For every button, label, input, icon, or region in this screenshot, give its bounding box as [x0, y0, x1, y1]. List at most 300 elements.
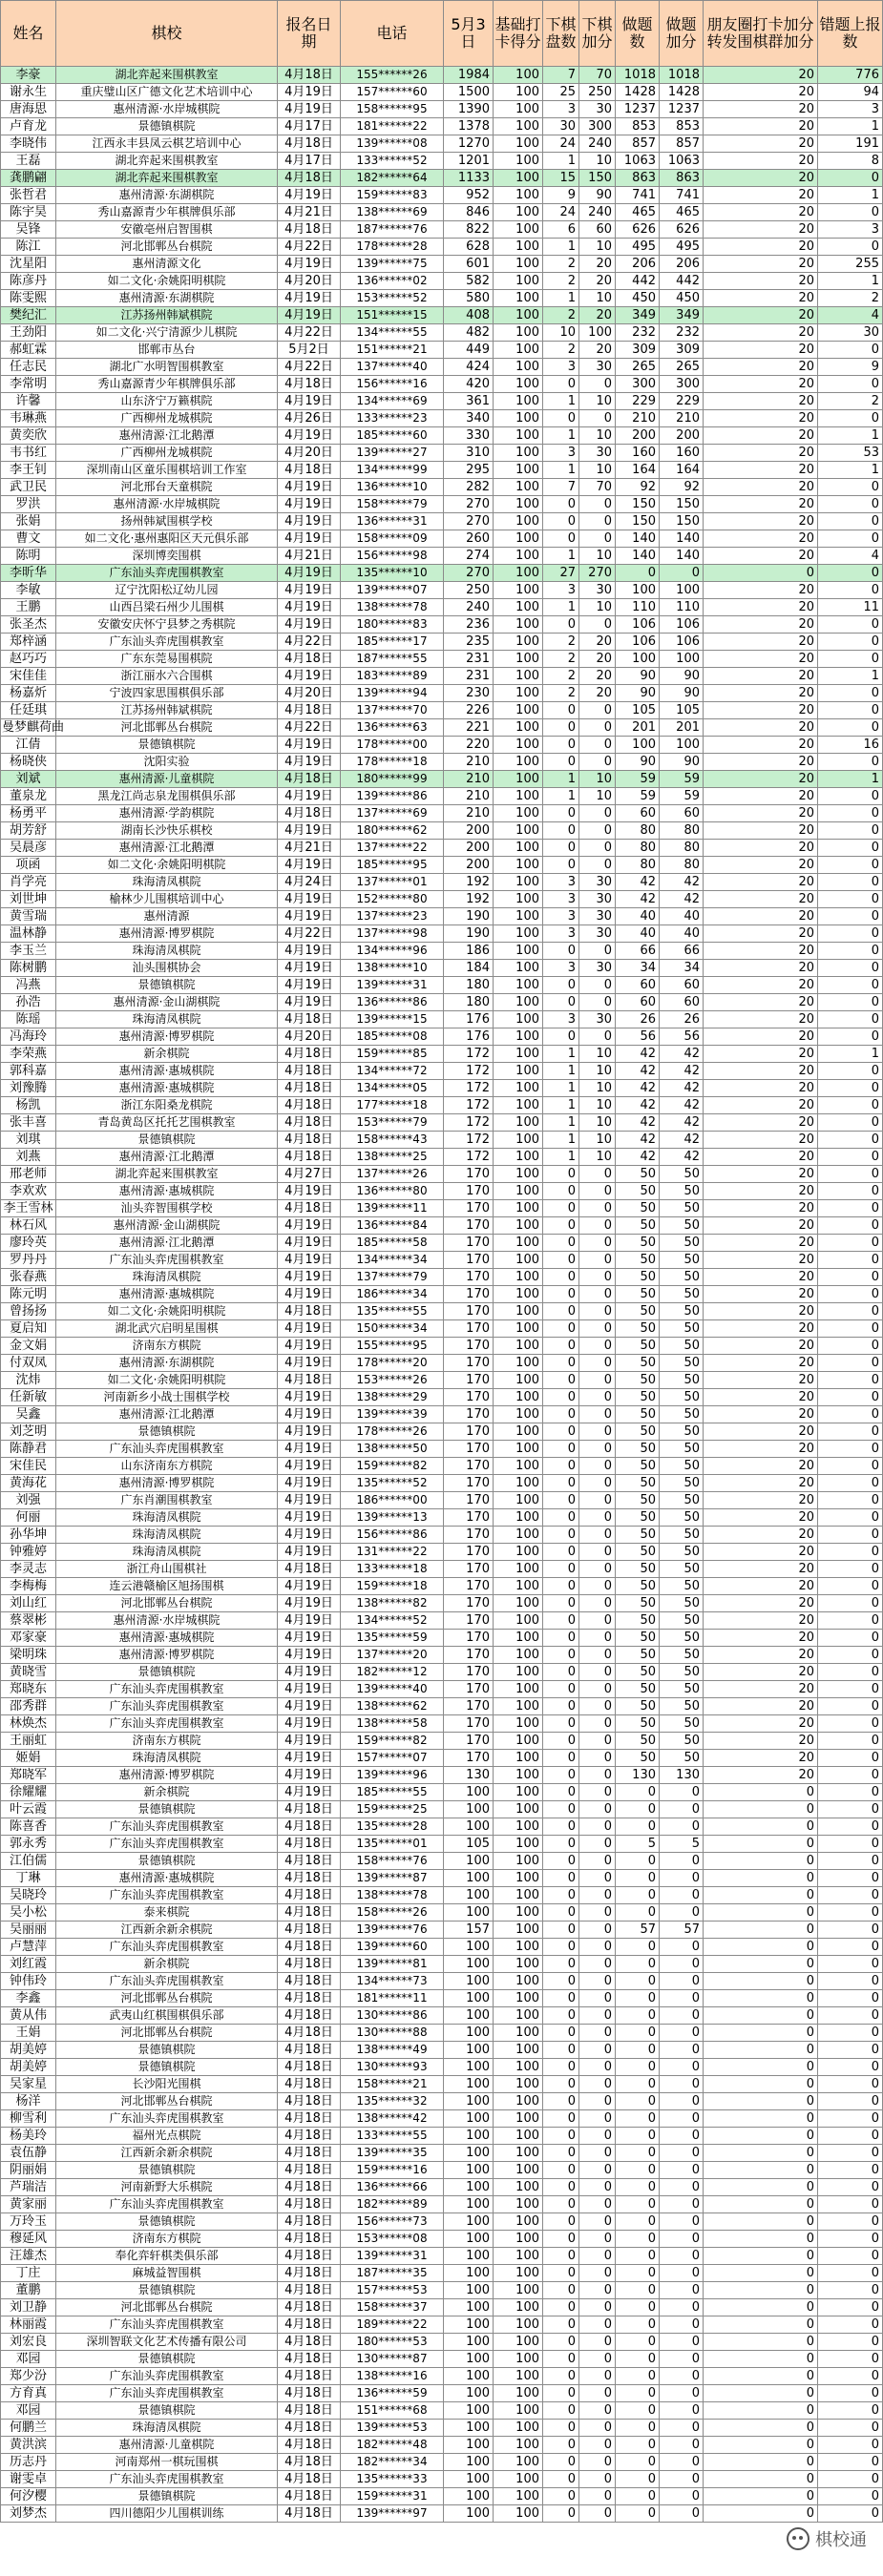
cell-problems-bonus: 0	[660, 1939, 704, 1956]
cell-error-reports: 0	[818, 1973, 883, 1990]
cell-problems-done: 0	[616, 1870, 660, 1887]
cell-problems-bonus: 92	[660, 479, 704, 496]
cell-school: 安徽亳州启智围棋	[56, 221, 278, 239]
cell-checkin-score: 100	[494, 1338, 543, 1355]
cell-signup-date: 4月17日	[278, 153, 341, 170]
cell-games-bonus: 20	[579, 685, 616, 702]
cell-games-bonus: 0	[579, 1612, 616, 1630]
cell-school: 河北邯郸丛台棋院	[56, 2093, 278, 2110]
cell-may3-total: 100	[444, 2385, 494, 2402]
cell-share-bonus: 20	[704, 1458, 818, 1475]
cell-name: 刘世坤	[1, 891, 56, 908]
cell-checkin-score: 100	[494, 1973, 543, 1990]
cell-signup-date: 4月18日	[278, 2007, 341, 2025]
cell-share-bonus: 20	[704, 668, 818, 685]
cell-problems-bonus: 200	[660, 427, 704, 445]
cell-may3-total: 200	[444, 822, 494, 840]
cell-may3-total: 200	[444, 857, 494, 874]
table-row	[1, 2299, 883, 2316]
cell-games-bonus: 0	[579, 2213, 616, 2231]
cell-games-played: 0	[543, 1904, 579, 1922]
cell-name: 穆延风	[1, 2231, 56, 2248]
cell-checkin-score: 100	[494, 1097, 543, 1114]
cell-problems-done: 465	[616, 204, 660, 221]
cell-name: 钟伟玲	[1, 1973, 56, 1990]
cell-checkin-score: 100	[494, 737, 543, 754]
cell-games-played: 10	[543, 324, 579, 342]
cell-problems-bonus: 50	[660, 1750, 704, 1767]
cell-games-played: 0	[543, 943, 579, 960]
table-row	[1, 2179, 883, 2196]
cell-checkin-score: 100	[494, 153, 543, 170]
cell-error-reports: 1	[818, 273, 883, 290]
cell-school: 广西柳州龙城棋院	[56, 410, 278, 427]
cell-school: 景德镇棋院	[56, 1801, 278, 1818]
cell-problems-done: 50	[616, 1338, 660, 1355]
cell-error-reports: 2	[818, 290, 883, 307]
cell-problems-bonus: 50	[660, 1441, 704, 1458]
table-row	[1, 1973, 883, 1990]
cell-name: 夏启知	[1, 1320, 56, 1338]
cell-school: 珠海清凤棋院	[56, 1750, 278, 1767]
cell-problems-bonus: 42	[660, 1080, 704, 1097]
cell-phone: 136******86	[341, 994, 444, 1011]
cell-signup-date: 4月19日	[278, 1355, 341, 1372]
cell-problems-done: 229	[616, 393, 660, 410]
cell-problems-done: 232	[616, 324, 660, 342]
cell-problems-done: 56	[616, 1028, 660, 1046]
cell-checkin-score: 100	[494, 651, 543, 668]
cell-problems-bonus: 1237	[660, 101, 704, 118]
cell-games-bonus: 0	[579, 1183, 616, 1200]
table-row	[1, 1183, 883, 1200]
cell-games-played: 0	[543, 2351, 579, 2368]
cell-name: 叶云霞	[1, 1801, 56, 1818]
cell-problems-bonus: 40	[660, 908, 704, 925]
cell-signup-date: 4月19日	[278, 1664, 341, 1681]
table-row	[1, 153, 883, 170]
cell-signup-date: 4月18日	[278, 1853, 341, 1870]
cell-share-bonus: 0	[704, 2196, 818, 2213]
cell-share-bonus: 20	[704, 170, 818, 187]
cell-phone: 139******40	[341, 1681, 444, 1698]
cell-phone: 139******13	[341, 1509, 444, 1527]
cell-error-reports: 0	[818, 2402, 883, 2420]
cell-share-bonus: 20	[704, 1389, 818, 1406]
cell-phone: 153******26	[341, 1372, 444, 1389]
cell-games-played: 0	[543, 2196, 579, 2213]
cell-name: 郑晓军	[1, 1767, 56, 1784]
cell-games-played: 0	[543, 1870, 579, 1887]
cell-games-bonus: 10	[579, 1114, 616, 1132]
cell-games-bonus: 0	[579, 2145, 616, 2162]
cell-phone: 135******59	[341, 1630, 444, 1647]
cell-error-reports: 1	[818, 771, 883, 788]
cell-games-played: 0	[543, 1767, 579, 1784]
table-row	[1, 410, 883, 427]
cell-phone: 131******22	[341, 1544, 444, 1561]
cell-share-bonus: 0	[704, 2248, 818, 2265]
cell-games-bonus: 0	[579, 1492, 616, 1509]
table-row	[1, 2437, 883, 2454]
cell-problems-done: 0	[616, 1990, 660, 2007]
table-row	[1, 170, 883, 187]
cell-signup-date: 4月18日	[278, 2488, 341, 2505]
cell-phone: 130******87	[341, 2351, 444, 2368]
table-row	[1, 1063, 883, 1080]
cell-school: 惠州清源·博罗棋院	[56, 1647, 278, 1664]
cell-problems-bonus: 50	[660, 1715, 704, 1733]
cell-problems-done: 50	[616, 1235, 660, 1252]
cell-games-bonus: 0	[579, 2471, 616, 2488]
cell-school: 武夷山红棋围棋俱乐部	[56, 2007, 278, 2025]
cell-error-reports: 0	[818, 2385, 883, 2402]
cell-share-bonus: 0	[704, 1990, 818, 2007]
cell-problems-bonus: 50	[660, 1217, 704, 1235]
cell-signup-date: 4月18日	[278, 135, 341, 153]
cell-share-bonus: 0	[704, 2213, 818, 2231]
cell-may3-total: 270	[444, 496, 494, 513]
cell-games-bonus: 0	[579, 1801, 616, 1818]
cell-games-played: 0	[543, 376, 579, 393]
cell-signup-date: 4月19日	[278, 668, 341, 685]
cell-problems-done: 0	[616, 2248, 660, 2265]
cell-signup-date: 4月19日	[278, 1389, 341, 1406]
cell-school: 泰来棋院	[56, 1904, 278, 1922]
cell-signup-date: 4月22日	[278, 239, 341, 256]
cell-games-bonus: 0	[579, 1853, 616, 1870]
cell-may3-total: 100	[444, 1939, 494, 1956]
cell-share-bonus: 20	[704, 1406, 818, 1423]
cell-share-bonus: 20	[704, 651, 818, 668]
cell-signup-date: 4月19日	[278, 616, 341, 634]
cell-problems-done: 1063	[616, 153, 660, 170]
cell-games-bonus: 0	[579, 2265, 616, 2282]
table-row	[1, 359, 883, 376]
cell-problems-bonus: 0	[660, 2248, 704, 2265]
cell-school: 广东汕头弈虎围棋教室	[56, 2385, 278, 2402]
cell-may3-total: 1500	[444, 84, 494, 101]
cell-games-bonus: 250	[579, 84, 616, 101]
cell-problems-done: 50	[616, 1750, 660, 1767]
cell-signup-date: 4月18日	[278, 1904, 341, 1922]
cell-share-bonus: 20	[704, 925, 818, 943]
cell-games-played: 3	[543, 960, 579, 977]
table-row	[1, 1612, 883, 1630]
table-row	[1, 2145, 883, 2162]
cell-games-bonus: 0	[579, 2110, 616, 2128]
cell-games-bonus: 0	[579, 2042, 616, 2059]
cell-share-bonus: 20	[704, 1767, 818, 1784]
cell-name: 张圣杰	[1, 616, 56, 634]
cell-games-played: 0	[543, 977, 579, 994]
cell-signup-date: 4月19日	[278, 1252, 341, 1269]
cell-name: 李王雪林	[1, 1200, 56, 1217]
cell-signup-date: 4月19日	[278, 1235, 341, 1252]
cell-share-bonus: 0	[704, 2488, 818, 2505]
cell-problems-done: 50	[616, 1509, 660, 1527]
cell-phone: 155******26	[341, 67, 444, 84]
table-row	[1, 891, 883, 908]
cell-problems-done: 50	[616, 1595, 660, 1612]
cell-problems-done: 50	[616, 1715, 660, 1733]
table-row	[1, 530, 883, 548]
cell-problems-bonus: 50	[660, 1235, 704, 1252]
cell-name: 陈明	[1, 548, 56, 565]
cell-checkin-score: 100	[494, 445, 543, 462]
cell-error-reports: 0	[818, 702, 883, 719]
table-row	[1, 1664, 883, 1681]
cell-error-reports: 1	[818, 187, 883, 204]
cell-problems-bonus: 1428	[660, 84, 704, 101]
table-row	[1, 445, 883, 462]
cell-error-reports: 0	[818, 513, 883, 530]
cell-problems-bonus: 229	[660, 393, 704, 410]
cell-phone: 138******78	[341, 1887, 444, 1904]
cell-school: 珠海清凤棋院	[56, 1509, 278, 1527]
cell-games-played: 3	[543, 925, 579, 943]
cell-games-bonus: 270	[579, 565, 616, 582]
table-row	[1, 290, 883, 307]
cell-share-bonus: 0	[704, 2145, 818, 2162]
cell-problems-done: 59	[616, 771, 660, 788]
cell-name: 曹文	[1, 530, 56, 548]
table-row	[1, 1956, 883, 1973]
header-name: 姓名	[1, 1, 56, 67]
cell-school: 湖北弈起来围棋教室	[56, 170, 278, 187]
table-row	[1, 1355, 883, 1372]
cell-phone: 182******34	[341, 2454, 444, 2471]
cell-error-reports: 0	[818, 2231, 883, 2248]
cell-school: 麻城益智围棋	[56, 2265, 278, 2282]
cell-error-reports: 0	[818, 2042, 883, 2059]
cell-checkin-score: 100	[494, 118, 543, 135]
cell-phone: 137******98	[341, 925, 444, 943]
cell-school: 福州光点棋院	[56, 2128, 278, 2145]
cell-checkin-score: 100	[494, 1870, 543, 1887]
cell-error-reports: 4	[818, 307, 883, 324]
cell-may3-total: 172	[444, 1114, 494, 1132]
cell-problems-bonus: 0	[660, 2334, 704, 2351]
cell-games-bonus: 60	[579, 221, 616, 239]
cell-checkin-score: 100	[494, 685, 543, 702]
cell-phone: 137******26	[341, 1166, 444, 1183]
cell-problems-bonus: 853	[660, 118, 704, 135]
cell-share-bonus: 20	[704, 273, 818, 290]
cell-games-played: 1	[543, 1080, 579, 1097]
cell-problems-done: 0	[616, 2402, 660, 2420]
cell-checkin-score: 100	[494, 1475, 543, 1492]
cell-error-reports: 0	[818, 2351, 883, 2368]
cell-school: 安徽安庆怀宁县梦之秀棋院	[56, 616, 278, 634]
cell-problems-done: 0	[616, 2076, 660, 2093]
cell-phone: 159******82	[341, 1733, 444, 1750]
cell-problems-done: 741	[616, 187, 660, 204]
cell-problems-bonus: 0	[660, 2402, 704, 2420]
cell-games-played: 0	[543, 1338, 579, 1355]
cell-name: 邓园	[1, 2402, 56, 2420]
cell-checkin-score: 100	[494, 1784, 543, 1801]
cell-school: 广东汕头弈虎围棋教室	[56, 2316, 278, 2334]
cell-problems-bonus: 5	[660, 1836, 704, 1853]
cell-problems-done: 106	[616, 634, 660, 651]
cell-signup-date: 4月19日	[278, 1217, 341, 1235]
cell-phone: 182******89	[341, 2196, 444, 2213]
cell-games-bonus: 0	[579, 1269, 616, 1286]
cell-signup-date: 4月19日	[278, 393, 341, 410]
cell-problems-done: 200	[616, 427, 660, 445]
cell-problems-done: 0	[616, 1956, 660, 1973]
cell-phone: 139******11	[341, 1200, 444, 1217]
cell-share-bonus: 20	[704, 1715, 818, 1733]
cell-phone: 180******99	[341, 771, 444, 788]
cell-may3-total: 186	[444, 943, 494, 960]
cell-error-reports: 0	[818, 2196, 883, 2213]
cell-checkin-score: 100	[494, 1818, 543, 1836]
cell-share-bonus: 20	[704, 857, 818, 874]
cell-games-played: 0	[543, 1664, 579, 1681]
cell-name: 武卫民	[1, 479, 56, 496]
cell-error-reports: 0	[818, 496, 883, 513]
cell-error-reports: 0	[818, 634, 883, 651]
cell-problems-done: 0	[616, 2437, 660, 2454]
cell-share-bonus: 0	[704, 2025, 818, 2042]
cell-problems-done: 42	[616, 874, 660, 891]
cell-share-bonus: 20	[704, 393, 818, 410]
cell-phone: 153******79	[341, 1114, 444, 1132]
cell-signup-date: 4月19日	[278, 1423, 341, 1441]
table-row	[1, 1166, 883, 1183]
cell-share-bonus: 0	[704, 1887, 818, 1904]
cell-problems-done: 0	[616, 1904, 660, 1922]
cell-games-played: 0	[543, 1630, 579, 1647]
cell-games-played: 0	[543, 1423, 579, 1441]
cell-error-reports: 0	[818, 1922, 883, 1939]
table-row	[1, 840, 883, 857]
cell-signup-date: 4月19日	[278, 582, 341, 599]
cell-phone: 155******95	[341, 1338, 444, 1355]
cell-school: 深圳南山区童乐围棋培训工作室	[56, 462, 278, 479]
cell-problems-bonus: 863	[660, 170, 704, 187]
cell-games-played: 0	[543, 530, 579, 548]
cell-share-bonus: 0	[704, 2231, 818, 2248]
cell-may3-total: 482	[444, 324, 494, 342]
table-row	[1, 1303, 883, 1320]
cell-share-bonus: 0	[704, 1939, 818, 1956]
cell-problems-done: 42	[616, 1063, 660, 1080]
cell-problems-bonus: 741	[660, 187, 704, 204]
table-row	[1, 2231, 883, 2248]
cell-school: 惠州清源·博罗棋院	[56, 1475, 278, 1492]
cell-games-bonus: 20	[579, 634, 616, 651]
cell-games-played: 0	[543, 2505, 579, 2523]
cell-share-bonus: 20	[704, 1286, 818, 1303]
cell-signup-date: 4月22日	[278, 359, 341, 376]
cell-signup-date: 4月19日	[278, 1595, 341, 1612]
cell-name: 董泉龙	[1, 788, 56, 805]
cell-games-played: 0	[543, 2025, 579, 2042]
cell-name: 李敏	[1, 582, 56, 599]
cell-school: 汕头弈智围棋学校	[56, 1200, 278, 1217]
cell-phone: 182******12	[341, 1664, 444, 1681]
cell-checkin-score: 100	[494, 925, 543, 943]
cell-problems-done: 1428	[616, 84, 660, 101]
cell-name: 樊纪汇	[1, 307, 56, 324]
cell-games-played: 0	[543, 2248, 579, 2265]
cell-signup-date: 4月18日	[278, 2110, 341, 2128]
cell-name: 郑梓涵	[1, 634, 56, 651]
cell-school: 新余棋院	[56, 1956, 278, 1973]
cell-may3-total: 100	[444, 2162, 494, 2179]
table-row	[1, 737, 883, 754]
cell-may3-total: 170	[444, 1303, 494, 1320]
cell-checkin-score: 100	[494, 874, 543, 891]
table-row	[1, 307, 883, 324]
cell-name: 邓家豪	[1, 1630, 56, 1647]
cell-name: 陈树鹏	[1, 960, 56, 977]
table-row	[1, 1217, 883, 1235]
cell-school: 江西永丰县凤云棋艺培训中心	[56, 135, 278, 153]
cell-error-reports: 0	[818, 2299, 883, 2316]
cell-checkin-score: 100	[494, 2025, 543, 2042]
cell-problems-bonus: 0	[660, 1904, 704, 1922]
cell-phone: 187******55	[341, 651, 444, 668]
cell-may3-total: 170	[444, 1252, 494, 1269]
cell-school: 邯郸市丛台	[56, 342, 278, 359]
cell-may3-total: 100	[444, 2454, 494, 2471]
cell-checkin-score: 100	[494, 2231, 543, 2248]
cell-may3-total: 170	[444, 1578, 494, 1595]
cell-problems-bonus: 50	[660, 1320, 704, 1338]
cell-may3-total: 180	[444, 994, 494, 1011]
table-row	[1, 1028, 883, 1046]
cell-problems-done: 0	[616, 2488, 660, 2505]
cell-problems-bonus: 50	[660, 1166, 704, 1183]
cell-name: 许馨	[1, 393, 56, 410]
cell-may3-total: 170	[444, 1338, 494, 1355]
cell-games-bonus: 0	[579, 2282, 616, 2299]
cell-problems-done: 100	[616, 651, 660, 668]
cell-share-bonus: 0	[704, 2076, 818, 2093]
cell-checkin-score: 100	[494, 2162, 543, 2179]
cell-games-bonus: 20	[579, 273, 616, 290]
cell-games-played: 0	[543, 2110, 579, 2128]
cell-games-bonus: 0	[579, 1286, 616, 1303]
cell-phone: 134******52	[341, 1612, 444, 1630]
cell-games-played: 7	[543, 479, 579, 496]
cell-phone: 187******76	[341, 221, 444, 239]
cell-name: 刘卫静	[1, 2299, 56, 2316]
cell-may3-total: 100	[444, 2282, 494, 2299]
cell-name: 胡美婷	[1, 2042, 56, 2059]
cell-problems-done: 210	[616, 410, 660, 427]
cell-games-played: 0	[543, 1561, 579, 1578]
cell-games-bonus: 150	[579, 170, 616, 187]
cell-error-reports: 11	[818, 599, 883, 616]
cell-school: 辽宁沈阳松辽幼儿园	[56, 582, 278, 599]
cell-games-bonus: 0	[579, 1922, 616, 1939]
cell-checkin-score: 100	[494, 857, 543, 874]
table-row	[1, 1715, 883, 1733]
cell-phone: 150******34	[341, 1320, 444, 1338]
cell-share-bonus: 20	[704, 582, 818, 599]
cell-school: 景德镇棋院	[56, 1423, 278, 1441]
cell-name: 杨晓侠	[1, 754, 56, 771]
cell-problems-bonus: 232	[660, 324, 704, 342]
cell-problems-bonus: 50	[660, 1612, 704, 1630]
cell-games-played: 0	[543, 1681, 579, 1698]
cell-problems-done: 50	[616, 1200, 660, 1217]
